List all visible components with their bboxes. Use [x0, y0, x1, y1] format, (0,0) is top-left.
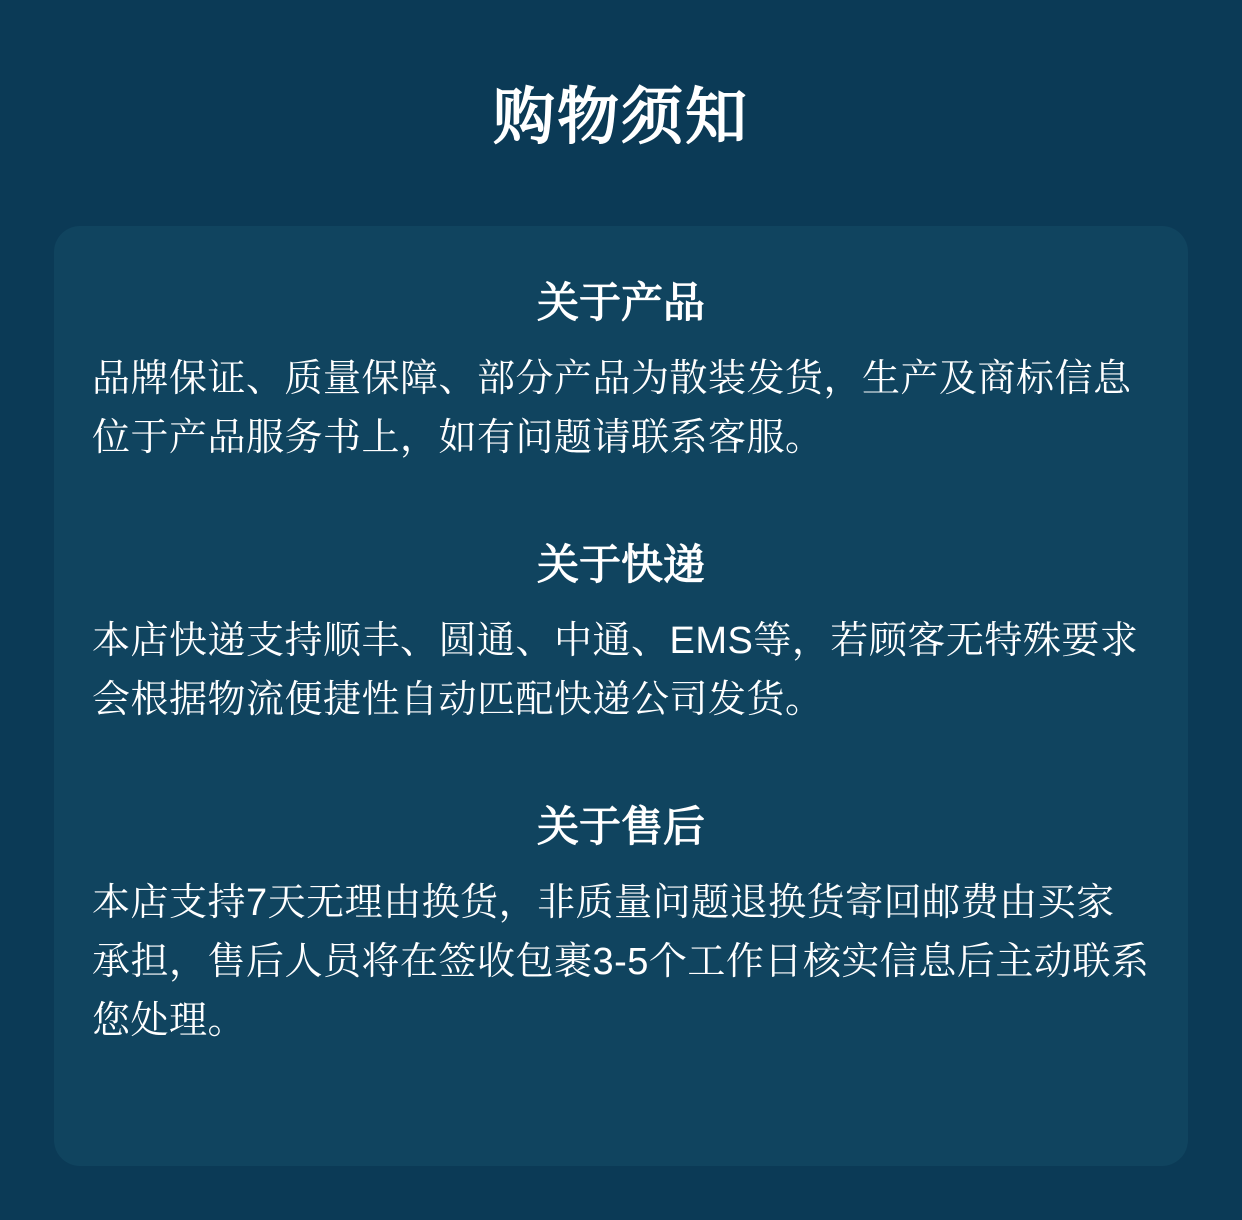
section-title-about-after-sales: 关于售后: [536, 802, 705, 850]
section-body-about-after-sales: 本店支持7天无理由换货，非质量问题退换货寄回邮费由买家承担，售后人员将在签收包裹3-5个工作日核实信息后主动联系您处理。: [92, 882, 1150, 1043]
section-title-about-product: 关于产品: [536, 278, 705, 326]
page-title: 购物须知: [492, 82, 749, 152]
section-about-product: [92, 278, 1150, 468]
section-about-express: [92, 540, 1150, 730]
notice-card: [54, 226, 1188, 1166]
section-title-about-express: 关于快递: [536, 540, 705, 588]
section-body-about-product: 品牌保证、质量保障、部分产品为散装发货，生产及商标信息位于产品服务书上，如有问题请联系客服。: [92, 357, 1132, 459]
section-about-after-sales: [92, 802, 1150, 1051]
section-body-about-express: 本店快递支持顺丰、圆通、中通、EMS等，若顾客无特殊要求会根据物流便捷性自动匹配快递公司发货。: [92, 620, 1139, 721]
shopping-notice-page: [0, 42, 1242, 1220]
